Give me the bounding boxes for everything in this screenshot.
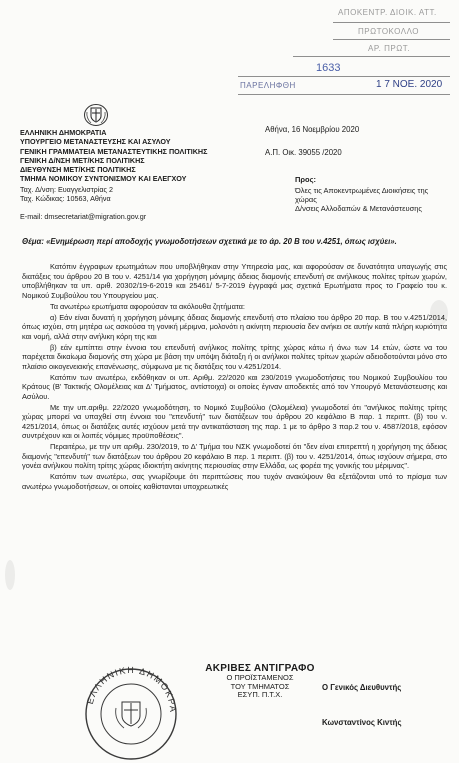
protocol-number: Α.Π. Οικ. 39055 /2020: [265, 148, 342, 157]
header-line: ΓΕΝΙΚΗ Δ/ΝΣΗ ΜΕΤ/ΚΗΣ ΠΟΛΙΤΙΚΗΣ: [20, 155, 145, 165]
certified-copy-line: Ο ΠΡΟΪΣΤΑΜΕΝΟΣ: [226, 673, 294, 682]
seal-text: ΕΛΛΗΝΙΚΗ ΔΗΜΟΚΡΑ: [84, 664, 179, 714]
greek-emblem-icon: [83, 102, 109, 126]
body-paragraph: Κατόπιν των ανωτέρω, σας γνωρίζουμε ότι περιπτώσεις που τυχόν ανακύψουν θα εξετάζονται υπό το πρίσμα των ανωτέρω γνωμοδοτήσεων, οι οποίες καθίστανται υποχρεωτικές: [22, 472, 447, 491]
recipients-label: Προς:: [295, 175, 317, 184]
recipient-line: Όλες τις Αποκεντρωμένες Διοικήσεις της: [295, 186, 429, 195]
stamp-received-date: 1 7 ΝΟΕ. 2020: [376, 79, 443, 90]
document-date: Αθήνα, 16 Νοεμβρίου 2020: [265, 125, 360, 134]
certified-copy-stamp: [200, 663, 320, 700]
body-paragraph: α) Εάν είναι δυνατή η χορήγηση μόνιμης άδειας διαμονής επενδυτή στο πλαίσιο του άρθρο 20 παρ. Β του ν.4251/2014, όπως ισχύει, στη μητέρα ως ασκούσα τη γονική μέριμνα, μολονότι η ακίνητη περιουσία δεν ανήκει σε αυτήν κατά πλήρη κυριότητα και νομή, αλλά στην ανήλικη κόρη της και: [22, 312, 447, 341]
scan-artifact: [5, 560, 15, 590]
stamp-received-label: ΠΑΡΕΛΗΦΘΗ: [240, 81, 296, 90]
address-block: [20, 185, 146, 222]
registry-stamp: ΑΠΟΚΕΝΤΡ. ΔΙΟΙΚ. ΑΤΤ. ΠΡΩΤΟΚΟΛΛΟ ΑΡ. ΠΡΩΤ. 1633 ΠΑΡΕΛΗΦΘΗ 1 7 ΝΟΕ. 2020: [238, 6, 450, 100]
body-paragraph: Με την υπ.αριθμ. 22/2020 γνωμοδότηση, το Νομικό Συμβούλιο (Ολομέλεια) γνωμοδοτεί ότι "ανήλικος πολίτης τρίτης χώρας μπορεί να υπαχθεί στη έννοια του "επενδυτή" των διατάξεων του άρθρου 20 κεφάλαιο Β παρ. 1 περιπτ. (β) του ν. 4251/2014, όπως οι διατάξεις αυτές ισχύουν μετά την αντικατάσταση της παρ. 1 με το άρθρο 3 παρ.2 του ν. 4587/2018, εφόσον συντρέχουν και οι λοιπές νόμιμες προϋποθέσεις".: [22, 402, 447, 440]
address-street: Ταχ. Δ/νση: Ευαγγελιστρίας 2: [20, 185, 113, 194]
certified-copy-title: ΑΚΡΙΒΕΣ ΑΝΤΙΓΡΑΦΟ: [205, 663, 315, 674]
address-email: E-mail: dmsecretariat@migration.gov.gr: [20, 212, 147, 222]
stamp-number: 1633: [316, 62, 341, 74]
document-subject: Θέμα: «Ενημέρωση περί αποδοχής γνωμοδοτήσεων σχετικά με το άρ. 20 Β του ν.4251, όπως ισχύει».: [22, 237, 397, 246]
body-paragraph: Περαιτέρω, με την υπ αριθμ. 230/2019, το Δ' Τμήμα του ΝΣΚ γνωμοδοτεί ότι "δεν είναι επιτρεπτή η χορήγηση της άδειας διαμονής "επενδυτή" των διατάξεων του άρθρου 20 κεφάλαιο Β περ. 1 περιπτ. (β) του ν. 4251/2014, όπως ισχύουν σήμερα, στο γονέα ανήλικου πολίτη τρίτης χώρας ιδιοκτήτη ακίνητης περιουσίας στην Ελλάδα, ως φορέα της γονικής του μέριμνας".: [22, 442, 447, 470]
ministry-header: [20, 128, 207, 184]
recipient-line: χώρας: [295, 195, 317, 205]
body-paragraph: Κατόπιν των ανωτέρω, εκδόθηκαν οι υπ. Αριθμ. 22/2020 και 230/2019 γνωμοδοτήσεις του Νομικού Συμβουλίου του Κράτους (Β' Τακτικής Ολομέλειας και Δ' Τμήματος, αντίστοιχα) οι οποίες έγιναν αποδεκτές από τον Υπουργό Μετανάστευσης και Ασύλου.: [22, 372, 447, 401]
svg-text:ΕΛΛΗΝΙΚΗ ΔΗΜΟΚΡΑΤΙΑ: [78, 660, 178, 713]
document-body: [22, 262, 447, 493]
header-line: ΤΜΗΜΑ ΝΟΜΙΚΟΥ ΣΥΝΤΟΝΙΣΜΟΥ ΚΑΙ ΕΛΕΓΧΟΥ: [20, 174, 187, 184]
header-line: ΔΙΕΥΘΥΝΣΗ ΜΕΤ/ΚΗΣ ΠΟΛΙΤΙΚΗΣ: [20, 165, 136, 175]
official-seal: [78, 660, 184, 760]
recipients-list: [295, 186, 453, 214]
header-line: ΓΕΝΙΚΗ ΓΡΑΜΜΑΤΕΙΑ ΜΕΤΑΝΑΣΤΕΥΤΙΚΗΣ ΠΟΛΙΤΙΚΗΣ: [20, 146, 208, 156]
address-postcode: Ταχ. Κώδικας: 10563, Αθήνα: [20, 194, 111, 204]
recipient-line: Δ/νσεις Αλλοδαπών & Μετανάστευσης: [295, 204, 423, 214]
certified-copy-line: ΤΟΥ ΤΜΗΜΑΤΟΣ: [230, 681, 290, 691]
body-paragraph: Κατόπιν έγγραφων ερωτημάτων που υποβλήθηκαν στην Υπηρεσία μας, και αφορούσαν σε δυνατότητα υπαγωγής στις διατάξεις του άρθρου 20 Β του ν. 4251/14 για χορήγηση μόνιμης άδειας διαμονής επενδυτή σε ανήλικους πολίτες τρίτων χωρών, υποβλήθηκαν τα υπ. αριθ. 20302/19-6-2019 και 25461/ 5-7-2019 έγγραφά μας σχετικά Ερωτήματα προς το Γραφείο του κ. Νομικού Συμβούλου του Υπουργείου μας.: [22, 262, 447, 300]
address-spacer: [20, 203, 146, 212]
certified-copy-line: ΕΣΥΠ. Π.Τ.Χ.: [237, 690, 283, 700]
header-line: ΕΛΛΗΝΙΚΗ ΔΗΜΟΚΡΑΤΙΑ: [20, 128, 107, 137]
body-paragraph: Τα ανωτέρω ερωτήματα αφορούσαν τα ακόλουθα ζητήματα:: [50, 301, 245, 311]
body-paragraph: β) εάν εμπίπτει στην έννοια του επενδυτή ανήλικος πολίτης τρίτης χώρας κάτω ή άνω των 14 ετών, ώστε να του παρέχεται δικαίωμα διαμονής στη χώρα με βάση την υπόψη διάταξη ή οι ανήλικοι πολίτες τρίτων χωρών αδειοδοτούνται μόνο στο πλαίσιο οικογενειακής επανένωσης, σύμφωνα με τις διατάξεις του ν.4251/2014.: [22, 342, 447, 371]
header-line: ΥΠΟΥΡΓΕΙΟ ΜΕΤΑΝΑΣΤΕΥΣΗΣ ΚΑΙ ΑΣΥΛΟΥ: [20, 137, 171, 147]
signatory-role: Ο Γενικός Διευθυντής: [322, 683, 402, 692]
signatory-name: Κωνσταντίνος Κιντής: [322, 718, 402, 727]
